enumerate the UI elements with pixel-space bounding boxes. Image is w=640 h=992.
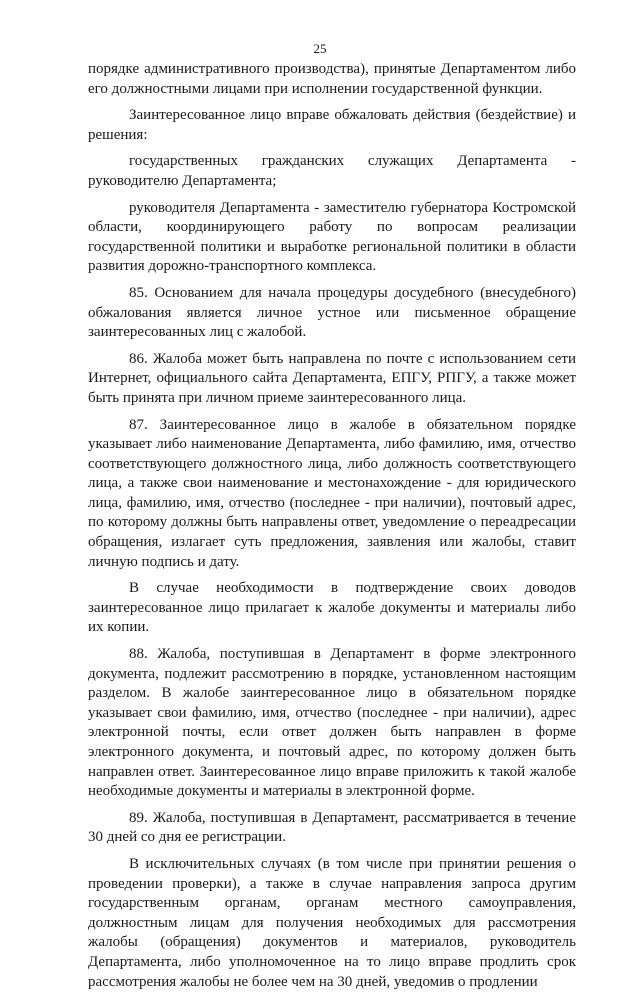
paragraph-87: 87. Заинтересованное лицо в жалобе в обязательном порядке указывает либо наименование Департамента, либо фамилию, имя, отчество соответствующего должностного лица, либо должность соответствующего лица, а также свои наименование и местонахождение - для юридического лица, фамилию, имя, отчество (последнее - при наличии), почтовый адрес, по которому должны быть направлены ответ, уведомление о переадресации обращения, излагает суть предложения, заявления или жалобы, ставит личную подпись и дату. bbox=[88, 416, 576, 570]
paragraph-continuation: порядке административного производства), принятые Департаментом либо его должностными лицами при исполнении государственной функции. bbox=[88, 61, 576, 97]
paragraph-extension: В исключительных случаях (в том числе при принятии решения о проведении проверки), а также в случае направления запроса другим государственным органам, органам местного самоуправления, должностным лицам для получения необходимых для рассмотрения жалобы (обращения) документов и материалов, руководитель Департамента, либо уполномоченное на то лицо вправе продлить срок рассмотрения жалобы не более чем на 30 дней, уведомив о продлении bbox=[88, 855, 576, 990]
paragraph-supporting-documents: В случае необходимости в подтверждение своих доводов заинтересованное лицо прилагает к жалобе документы и материалы либо их копии. bbox=[88, 580, 576, 636]
paragraph-appeal-civil-servants: государственных гражданских служащих Департамента - руководителю Департамента; bbox=[88, 153, 576, 189]
paragraph-86: 86. Жалоба может быть направлена по почте с использованием сети Интернет, официального сайта Департамента, ЕПГУ, РПГУ, а также может быть принята при личном приеме заинтересованного лица. bbox=[88, 350, 576, 406]
paragraph-88: 88. Жалоба, поступившая в Департамент в форме электронного документа, подлежит рассмотрению в порядке, установленном настоящим разделом. В жалобе заинтересованное лицо в обязательном порядке указывает свои фамилию, имя, отчество (последнее - при наличии), адрес электронной почты, если ответ должен быть направлен в форме электронного документа, и почтовый адрес, по которому должен быть направлен ответ. Заинтересованное лицо вправе приложить к такой жалобе необходимые документы и материалы в электронной форме. bbox=[88, 646, 576, 800]
page-number: 25 bbox=[313, 41, 327, 56]
document-body bbox=[88, 60, 576, 992]
paragraph-85: 85. Основанием для начала процедуры досудебного (внесудебного) обжалования является личное устное или письменное обращение заинтересованных лиц с жалобой. bbox=[88, 284, 576, 341]
paragraph-appeal-right: Заинтересованное лицо вправе обжаловать действия (бездействие) и решения: bbox=[88, 107, 576, 143]
paragraph-appeal-head: руководителя Департамента - заместителю губернатора Костромской области, координирующего работу по вопросам реализации государственной политики и выработке региональной политики в области развития дорожно-транспортного комплекса. bbox=[88, 199, 576, 275]
paragraph-89: 89. Жалоба, поступившая в Департамент, рассматривается в течение 30 дней со дня ее регистрации. bbox=[88, 809, 576, 846]
